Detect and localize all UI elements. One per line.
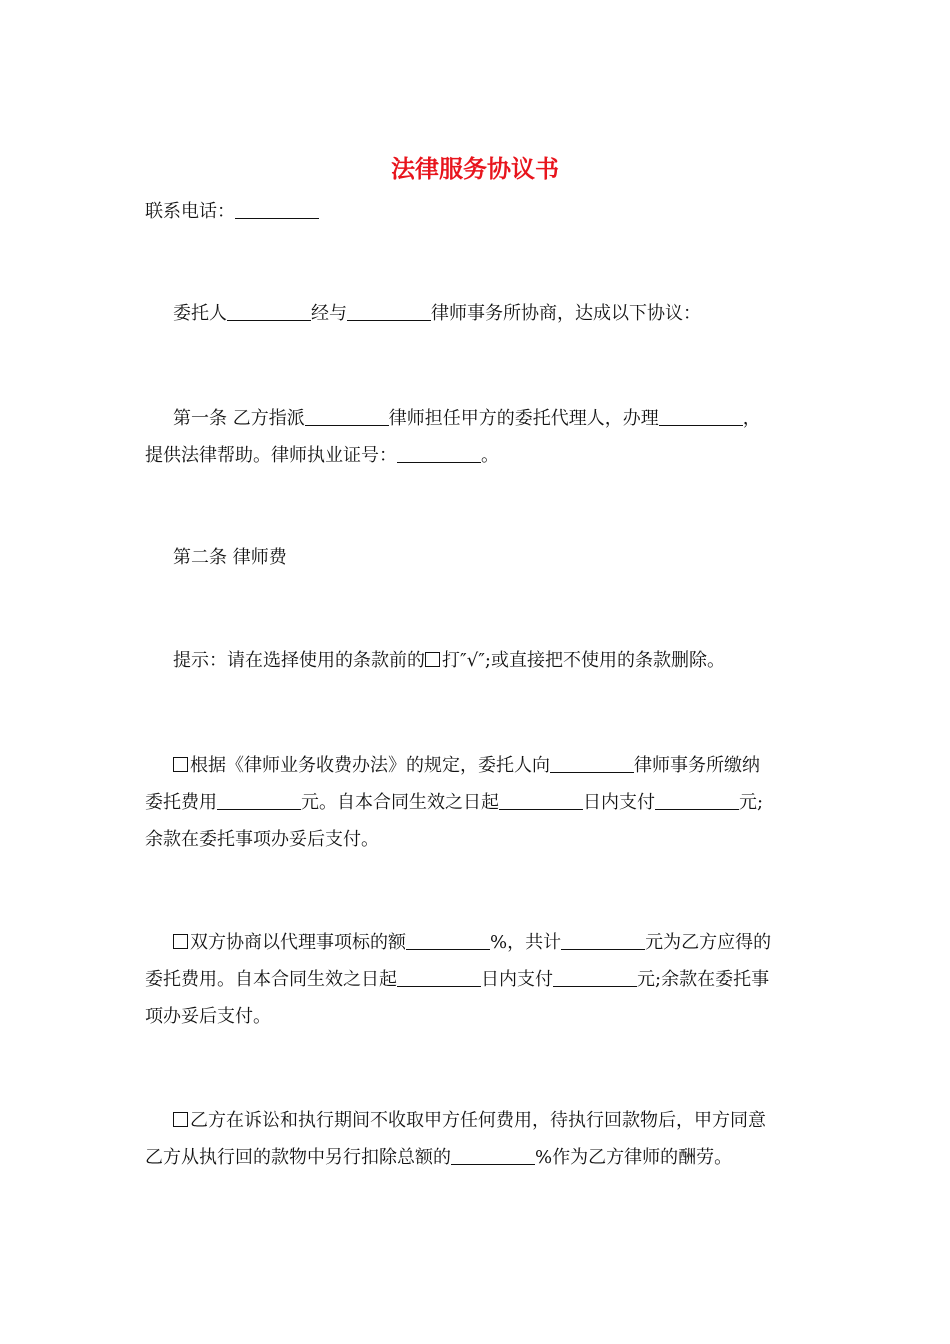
option-3-text-3: %作为乙方律师的酬劳。	[535, 1147, 733, 1168]
hint-line	[145, 643, 843, 679]
option-1-row-3: 余款在委托事项办妥后支付。	[145, 829, 379, 850]
hint-text-2: 打″√″;或直接把不使用的条款删除。	[442, 650, 725, 671]
option-1-text-2: 律师事务所缴纳	[634, 755, 760, 776]
option-1-firm-blank	[550, 754, 634, 773]
option-3-text-1: 乙方在诉讼和执行期间不收取甲方任何费用，待执行回款物后，甲方同意	[190, 1110, 766, 1131]
option-2-row-3: 项办妥后支付。	[145, 1006, 271, 1027]
option-1-checkbox[interactable]	[173, 757, 188, 772]
law-firm-blank	[347, 302, 431, 321]
option-1-fee-blank	[217, 791, 301, 810]
option-2-amount-blank	[553, 968, 637, 987]
intro-text-1: 委托人	[173, 303, 227, 324]
article-1-row-2	[145, 437, 805, 474]
option-1-text-3: 委托费用	[145, 792, 217, 813]
option-1-text-1: 根据《律师业务收费办法》的规定，委托人向	[190, 755, 550, 776]
option-1	[145, 747, 805, 858]
option-1-row-2	[145, 784, 805, 821]
option-3-row-2	[145, 1139, 805, 1176]
option-2-row-2	[145, 961, 805, 998]
article-2-heading: 第二条 律师费	[173, 547, 287, 568]
option-3-percent-blank	[451, 1146, 535, 1165]
client-name-blank	[227, 302, 311, 321]
option-1-text-6: 元;	[739, 792, 764, 813]
option-1-text-4: 元。自本合同生效之日起	[301, 792, 499, 813]
option-2-text-5: 日内支付	[481, 969, 553, 990]
option-2-row-1	[145, 924, 805, 961]
article-1-text-4: 提供法律帮助。律师执业证号：	[145, 445, 397, 466]
option-1-days-blank	[499, 791, 583, 810]
option-2-days-blank	[397, 968, 481, 987]
checkbox-icon	[425, 652, 440, 667]
option-1-amount-blank	[655, 791, 739, 810]
article-1-text-3: ，	[742, 408, 761, 429]
article-1-row-1	[145, 400, 805, 437]
matter-blank	[659, 407, 743, 426]
option-2-text-6: 元;余款在委托事	[637, 969, 770, 990]
option-1-row-1	[145, 747, 805, 784]
option-3-checkbox[interactable]	[173, 1112, 188, 1127]
article-1-text-1: 第一条 乙方指派	[173, 408, 305, 429]
document-title: 法律服务协议书	[391, 155, 559, 183]
lawyer-name-blank	[305, 407, 389, 426]
article-1	[145, 400, 805, 474]
option-2-total-blank	[561, 931, 645, 950]
option-2-text-2: %，共计	[490, 932, 562, 953]
intro-text-3: 律师事务所协商，达成以下协议：	[431, 303, 701, 324]
option-2-text-3: 元为乙方应得的	[645, 932, 772, 953]
option-2-checkbox[interactable]	[173, 934, 188, 949]
intro-paragraph	[145, 296, 843, 332]
option-1-text-5: 日内支付	[583, 792, 655, 813]
contact-line	[145, 194, 815, 230]
option-2	[145, 924, 805, 1035]
contact-label: 联系电话：	[145, 201, 235, 222]
contact-phone-blank	[235, 200, 319, 219]
option-3-row-1	[145, 1102, 805, 1139]
intro-text-2: 经与	[311, 303, 347, 324]
option-3-text-2: 乙方从执行回的款物中另行扣除总额的	[145, 1147, 451, 1168]
option-3	[145, 1102, 805, 1176]
option-2-text-1: 双方协商以代理事项标的额	[190, 932, 406, 953]
article-1-text-2: 律师担任甲方的委托代理人，办理	[388, 408, 659, 429]
license-number-blank	[397, 444, 481, 463]
option-2-text-4: 委托费用。自本合同生效之日起	[145, 969, 397, 990]
hint-text-1: 提示：请在选择使用的条款前的	[173, 650, 425, 671]
option-2-percent-blank	[406, 931, 490, 950]
article-1-text-5: 。	[481, 445, 499, 466]
